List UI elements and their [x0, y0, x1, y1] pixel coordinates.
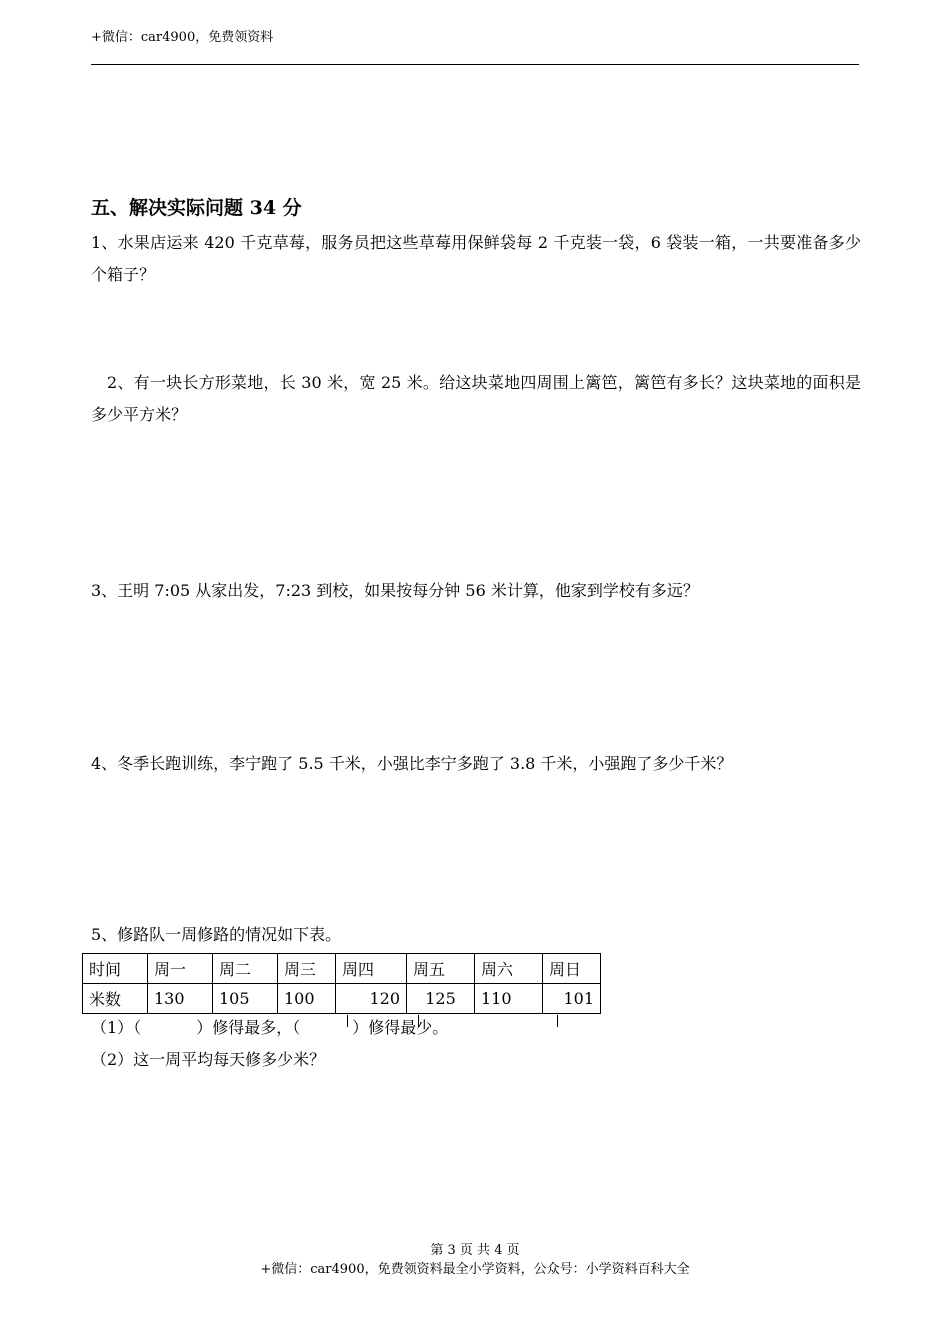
question-2: 2、有一块长方形菜地，长 30 米，宽 25 米。给这块菜地四周围上篱笆，篱笆有多长？这块菜地的面积是多少平方米？: [91, 373, 861, 424]
table-cell: 周三: [278, 954, 336, 984]
subquestion-1-suffix: ）修得最少。: [352, 1018, 449, 1037]
table-cell: 125: [407, 984, 475, 1014]
table-cell: 周六: [475, 954, 543, 984]
table-cell: 周日: [543, 954, 601, 984]
table-data-row: [83, 984, 601, 1014]
table-cell: 周四: [336, 954, 407, 984]
table-cell: 时间: [83, 954, 148, 984]
question-4: 4、冬季长跑训练，李宁跑了 5.5 千米，小强比李宁多跑了 3.8 千米，小强跑了多少千米？: [91, 754, 733, 773]
header-note: +微信：car4900，免费领资料: [91, 30, 274, 45]
question-1: 1、水果店运来 420 千克草莓，服务员把这些草莓用保鲜袋每 2 千克装一袋，6 袋装一箱，一共要准备多少个箱子？: [91, 233, 861, 284]
road-repair-table: [82, 953, 601, 1014]
table-cell: 100: [278, 984, 336, 1014]
subquestion-1-prefix: （1）（: [91, 1018, 142, 1037]
table-cell: 周一: [148, 954, 213, 984]
table-cell: 周二: [213, 954, 278, 984]
subquestion-1: [91, 1015, 448, 1038]
question-5: 5、修路队一周修路的情况如下表。: [91, 925, 342, 944]
table-cell: 周五: [407, 954, 475, 984]
subquestion-1-mid: ）修得最多，（: [196, 1018, 301, 1037]
table-cell: 101: [543, 984, 601, 1014]
footer-note: +微信：car4900，免费领资料最全小学资料，公众号：小学资料百科大全: [260, 1262, 690, 1277]
table-header-row: [83, 954, 601, 984]
table-border-artifact: [557, 1015, 558, 1027]
table-cell: 105: [213, 984, 278, 1014]
subquestion-2: （2）这一周平均每天修多少米？: [91, 1050, 326, 1069]
table-cell: 130: [148, 984, 213, 1014]
table-cell: 120: [336, 984, 407, 1014]
question-3: 3、王明 7:05 从家出发，7:23 到校，如果按每分钟 56 米计算，他家到学校有多远？: [91, 581, 699, 600]
header-divider: [91, 64, 859, 65]
table-cell: 110: [475, 984, 543, 1014]
table-cell: 米数: [83, 984, 148, 1014]
section-title: 五、解决实际问题 34 分: [91, 197, 302, 219]
page-number: 第 3 页 共 4 页: [430, 1243, 520, 1258]
